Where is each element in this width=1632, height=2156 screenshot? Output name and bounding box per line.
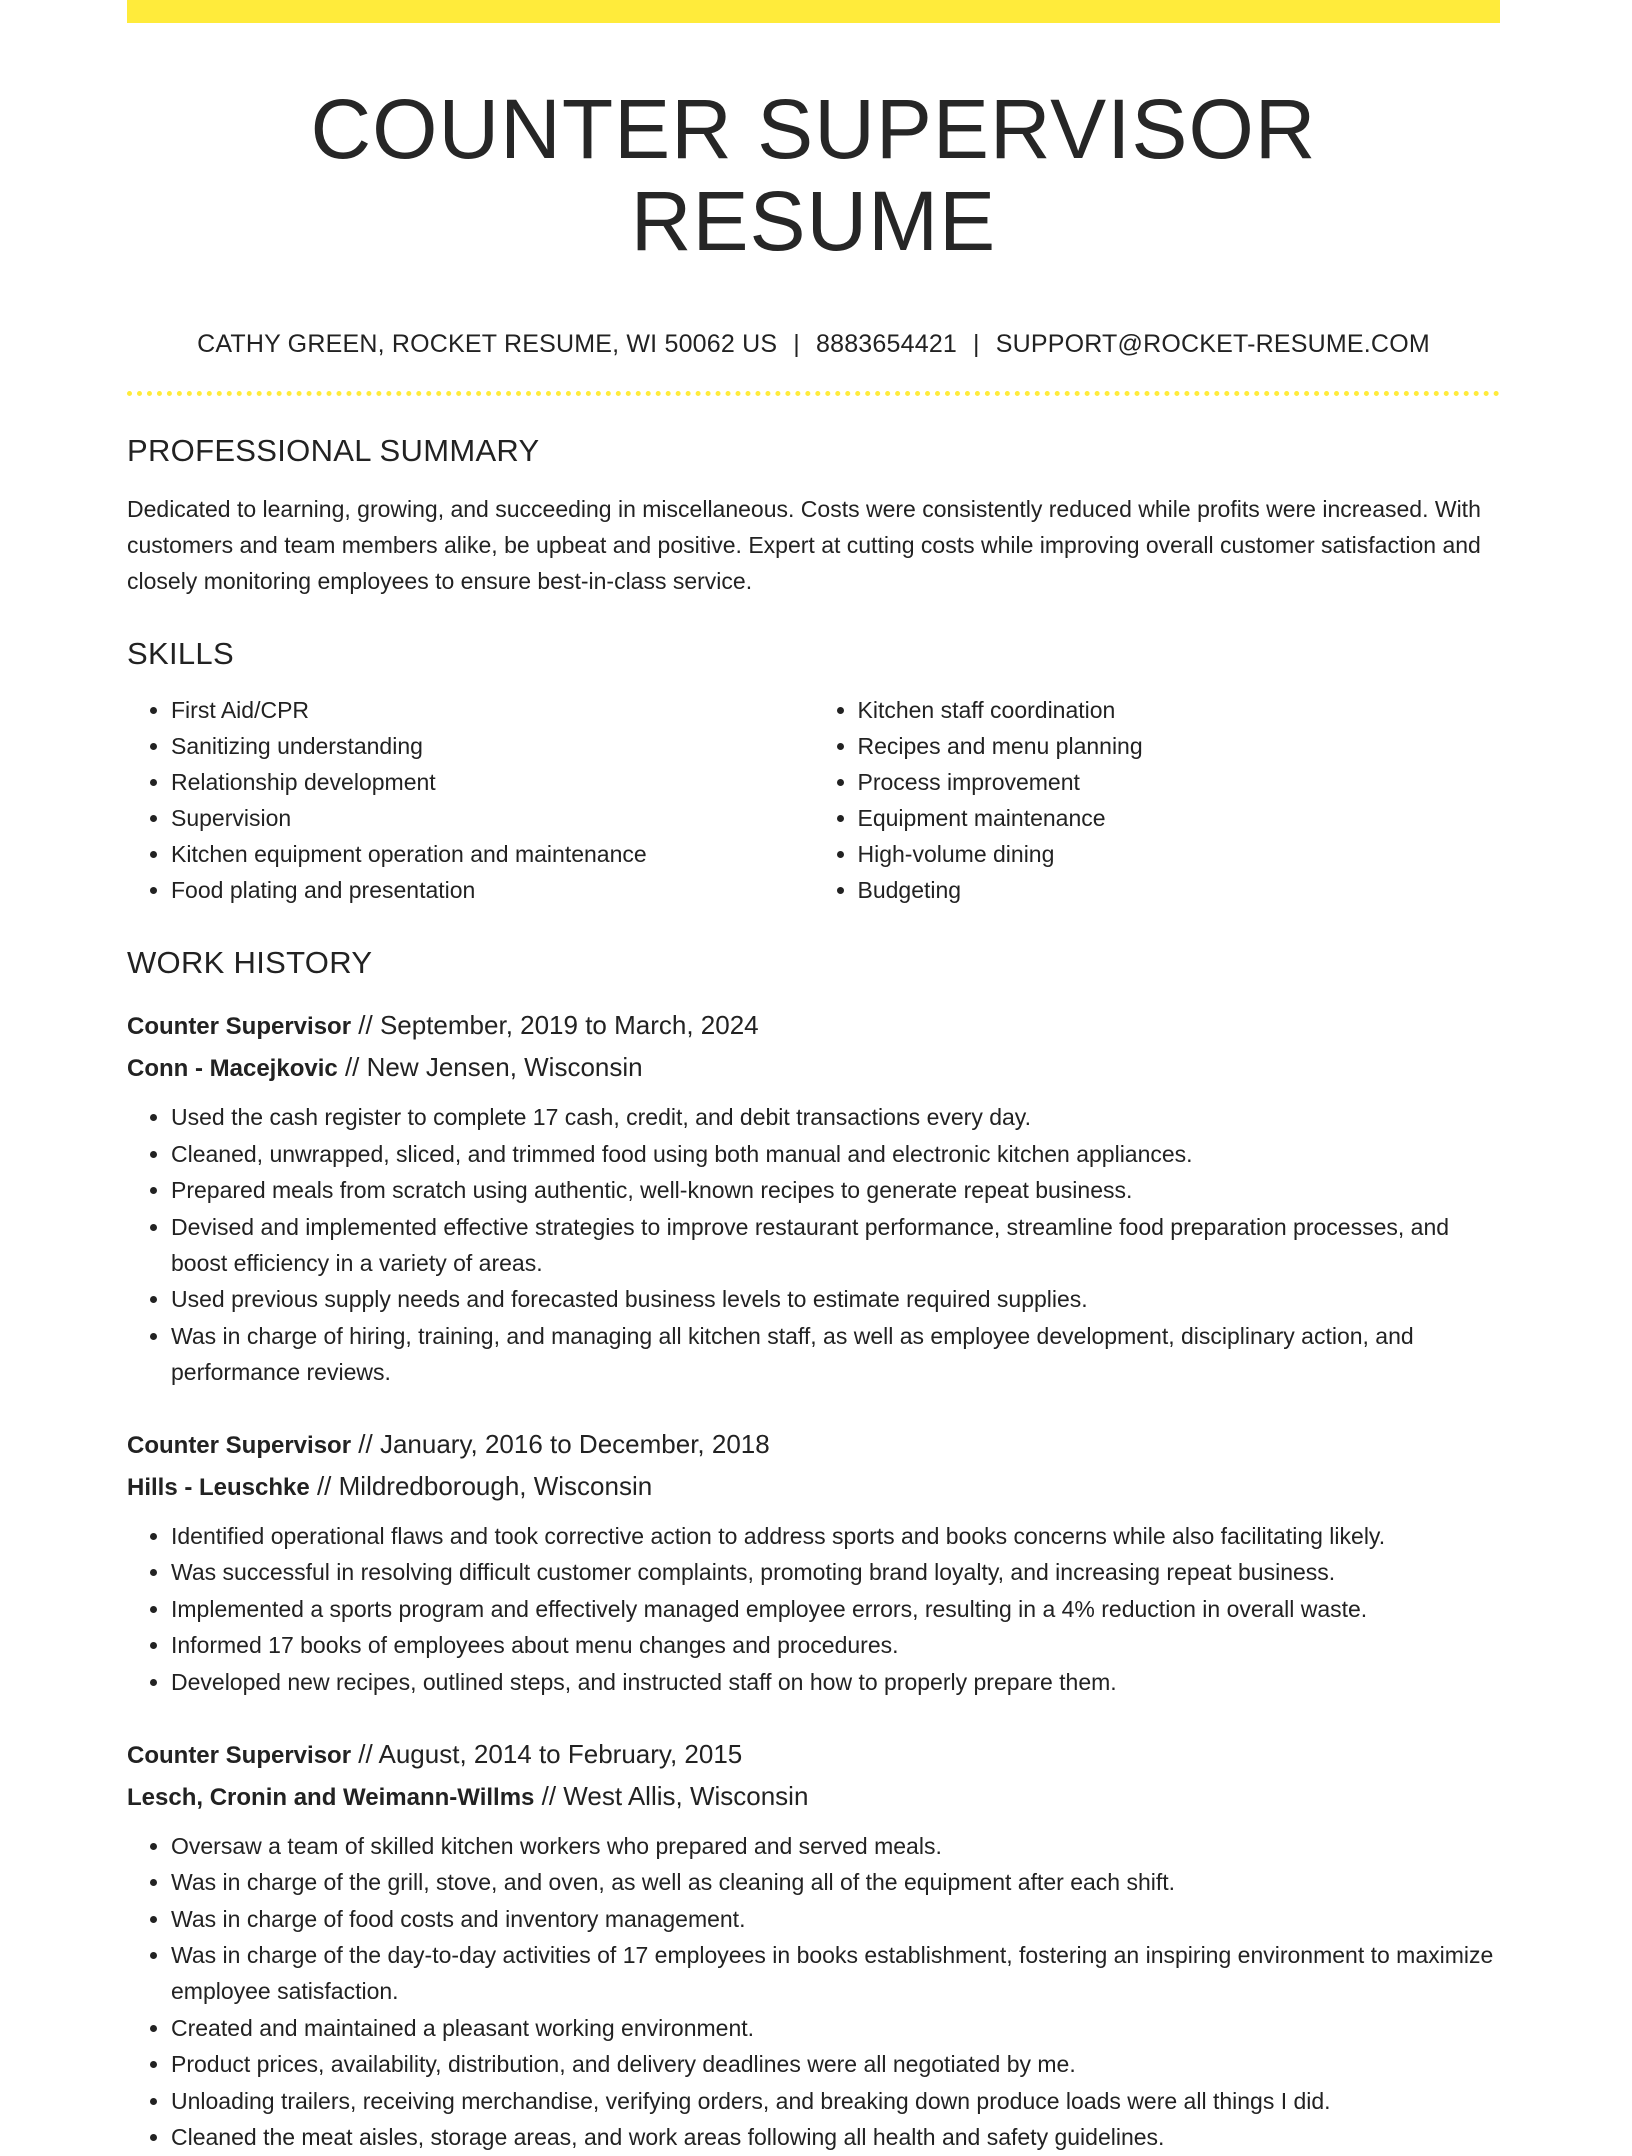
job-title: Counter Supervisor [127,1741,352,1769]
job-title-line [127,1005,1500,1047]
job-bullet: • Implemented a sports program and effectively managed employee errors, resulting in a 4% reduction in overall waste. [171,1591,1500,1627]
summary-heading: PROFESSIONAL SUMMARY [127,432,540,468]
job-company: Conn - Macejkovic [127,1055,338,1083]
skill-item: • Kitchen staff coordination [858,692,1501,728]
job-bullet: • Used previous supply needs and forecasted business levels to estimate required supplies. [171,1281,1500,1317]
job-title: Counter Supervisor [127,1013,352,1041]
job-dates: // January, 2016 to December, 2018 [351,1428,770,1459]
job-title-line [127,1424,1500,1466]
skill-item: • Process improvement [858,764,1501,800]
top-accent-bar [127,0,1500,23]
contact-line [127,330,1500,359]
contact-address: CATHY GREEN, ROCKET RESUME, WI 50062 US [197,329,778,358]
job-bullet: • Cleaned, unwrapped, sliced, and trimmed food using both manual and electronic kitchen appliances. [171,1136,1500,1172]
job-bullets [127,1828,1500,2156]
job-bullet: • Was in charge of food costs and inventory management. [171,1901,1500,1937]
skills-list [127,692,1500,908]
skill-item: • Food plating and presentation [171,872,814,908]
job-company-line [127,1047,1500,1089]
skills-column-left [127,692,814,908]
job-entry [127,1424,1500,1700]
work-history-heading: WORK HISTORY [127,945,373,981]
skill-item: • Supervision [171,800,814,836]
job-bullets [127,1518,1500,1700]
job-company-line [127,1466,1500,1508]
skill-item: • Recipes and menu planning [858,728,1501,764]
job-bullet: • Product prices, availability, distribution, and delivery deadlines were all negotiated by me. [171,2046,1500,2082]
skill-item: • High-volume dining [858,836,1501,872]
job-bullet: • Devised and implemented effective strategies to improve restaurant performance, streamline food preparation processes, and boost efficiency in a variety of areas. [171,1209,1500,1281]
job-company: Hills - Leuschke [127,1473,310,1501]
skills-heading: SKILLS [127,635,234,671]
resume-page [127,23,1500,2156]
job-title-line [127,1734,1500,1776]
job-location: // West Allis, Wisconsin [534,1780,809,1811]
summary-text: Dedicated to learning, growing, and succeeding in miscellaneous. Costs were consistently reduced while profits were increased. With customers and team members alike, be upbeat and positive. Expert at cutting costs while improving overall customer satisfaction and closely monitoring employees to ensure best-in-class service. [127,495,1481,594]
job-bullet: • Created and maintained a pleasant working environment. [171,2010,1500,2046]
job-company-line [127,1776,1500,1818]
job-entry [127,1005,1500,1390]
job-bullet: • Identified operational flaws and took corrective action to address sports and books concerns while also facilitating likely. [171,1518,1500,1554]
skill-item: • Equipment maintenance [858,800,1501,836]
job-location: // Mildredborough, Wisconsin [309,1470,653,1501]
skill-item: • First Aid/CPR [171,692,814,728]
job-bullet: • Used the cash register to complete 17 cash, credit, and debit transactions every day. [171,1099,1500,1135]
contact-phone: 8883654421 [815,329,958,358]
dotted-divider [127,391,1500,396]
job-location: // New Jensen, Wisconsin [337,1052,643,1083]
job-bullets [127,1099,1500,1390]
job-bullet: • Unloading trailers, receiving merchandise, verifying orders, and breaking down produce loads were all things I did. [171,2083,1500,2119]
job-bullet: • Informed 17 books of employees about menu changes and procedures. [171,1627,1500,1663]
job-dates: // September, 2019 to March, 2024 [351,1010,759,1041]
job-bullet: • Was in charge of hiring, training, and managing all kitchen staff, as well as employee development, disciplinary action, and performance reviews. [171,1318,1500,1390]
job-bullet: • Was in charge of the day-to-day activities of 17 employees in books establishment, fostering an inspiring environment to maximize employee satisfaction. [171,1937,1500,2009]
contact-separator: | [973,329,980,358]
skill-item: • Kitchen equipment operation and maintenance [171,836,814,872]
skill-item: • Relationship development [171,764,814,800]
contact-email: SUPPORT@ROCKET-RESUME.COM [995,329,1430,358]
skills-column-right [814,692,1501,908]
job-dates: // August, 2014 to February, 2015 [351,1738,743,1769]
job-entry [127,1734,1500,2156]
job-bullet: • Was in charge of the grill, stove, and oven, as well as cleaning all of the equipment after each shift. [171,1864,1500,1900]
job-bullet: • Was successful in resolving difficult customer complaints, promoting brand loyalty, and increasing repeat business. [171,1554,1500,1590]
job-bullet: • Prepared meals from scratch using authentic, well-known recipes to generate repeat business. [171,1172,1500,1208]
resume-title: COUNTER SUPERVISOR RESUME [310,82,1317,269]
contact-separator: | [793,329,800,358]
job-bullet: • Developed new recipes, outlined steps, and instructed staff on how to properly prepare them. [171,1664,1500,1700]
job-company: Lesch, Cronin and Weimann-Willms [127,1783,535,1811]
job-bullet: • Cleaned the meat aisles, storage areas, and work areas following all health and safety guidelines. [171,2119,1500,2155]
skill-item: • Budgeting [858,872,1501,908]
job-title: Counter Supervisor [127,1431,352,1459]
skill-item: • Sanitizing understanding [171,728,814,764]
job-bullet: • Oversaw a team of skilled kitchen workers who prepared and served meals. [171,1828,1500,1864]
